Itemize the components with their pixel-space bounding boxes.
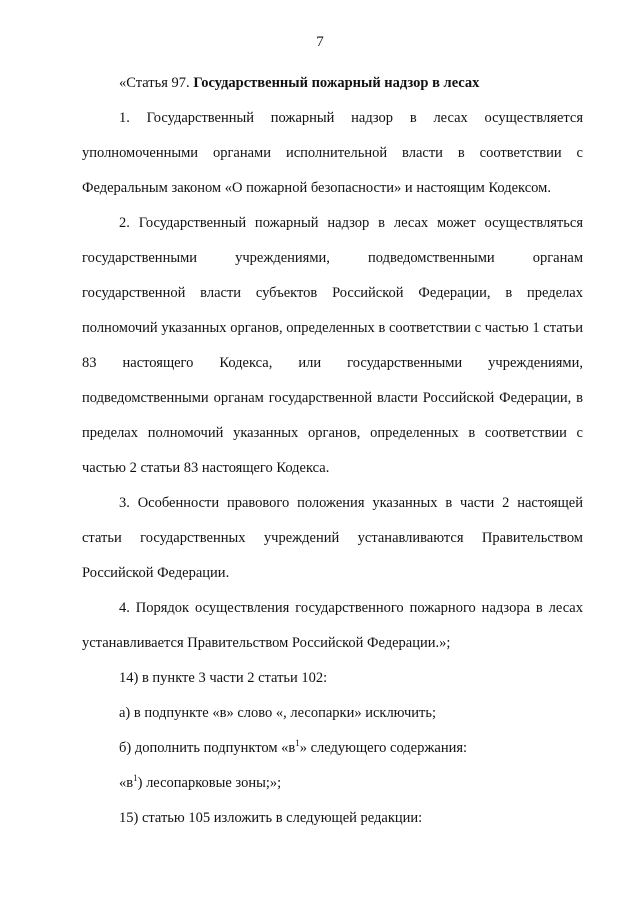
- paragraph-2: 2. Государственный пожарный надзор в лесах может осуществляться государственными учреждениями, подведомственными органам государственной власти субъектов Российской Федерации, в пределах полномочий указанных органов, определенных в соответствии с частью 1 статьи 83 настоящего Кодекса, или государственными учреждениями, подведомственными органам государственной власти Российской Федерации, в пределах полномочий указанных органов, определенных в соответствии с частью 2 статьи 83 настоящего Кодекса.: [82, 215, 583, 476]
- paragraph-3: 3. Особенности правового положения указанных в части 2 настоящей статьи государственных учреждений устанавливаются Правительством Российской Федерации.: [82, 495, 583, 581]
- document-body: [82, 66, 583, 836]
- item-v-text-2: ) лесопарковые зоны;»;: [137, 775, 282, 791]
- item-a: а) в подпункте «в» слово «, лесопарки» исключить;: [119, 705, 436, 721]
- item-v-superscript: 1: [133, 773, 138, 783]
- page-number: 7: [316, 34, 324, 50]
- article-title: [82, 66, 583, 101]
- item-v-text-1: «в: [119, 775, 134, 791]
- item-14: 14) в пункте 3 части 2 статьи 102:: [119, 670, 328, 686]
- item-15: 15) статью 105 изложить в следующей редакции:: [119, 810, 423, 826]
- article-title-bold: Государственный пожарный надзор в лесах: [193, 75, 480, 91]
- paragraph-1: 1. Государственный пожарный надзор в лесах осуществляется уполномоченными органами исполнительной власти в соответствии с Федеральным законом «О пожарной безопасности» и настоящим Кодексом.: [82, 110, 583, 196]
- item-b-text-2: » следующего содержания:: [299, 740, 468, 756]
- item-b-text-1: б) дополнить подпунктом «в: [119, 740, 296, 756]
- item-v: [82, 766, 583, 801]
- item-b-superscript: 1: [295, 738, 300, 748]
- article-title-prefix: «Статья 97.: [119, 75, 190, 91]
- paragraph-4: 4. Порядок осуществления государственного пожарного надзора в лесах устанавливается Правительством Российской Федерации.»;: [82, 600, 583, 651]
- item-b: [82, 731, 583, 766]
